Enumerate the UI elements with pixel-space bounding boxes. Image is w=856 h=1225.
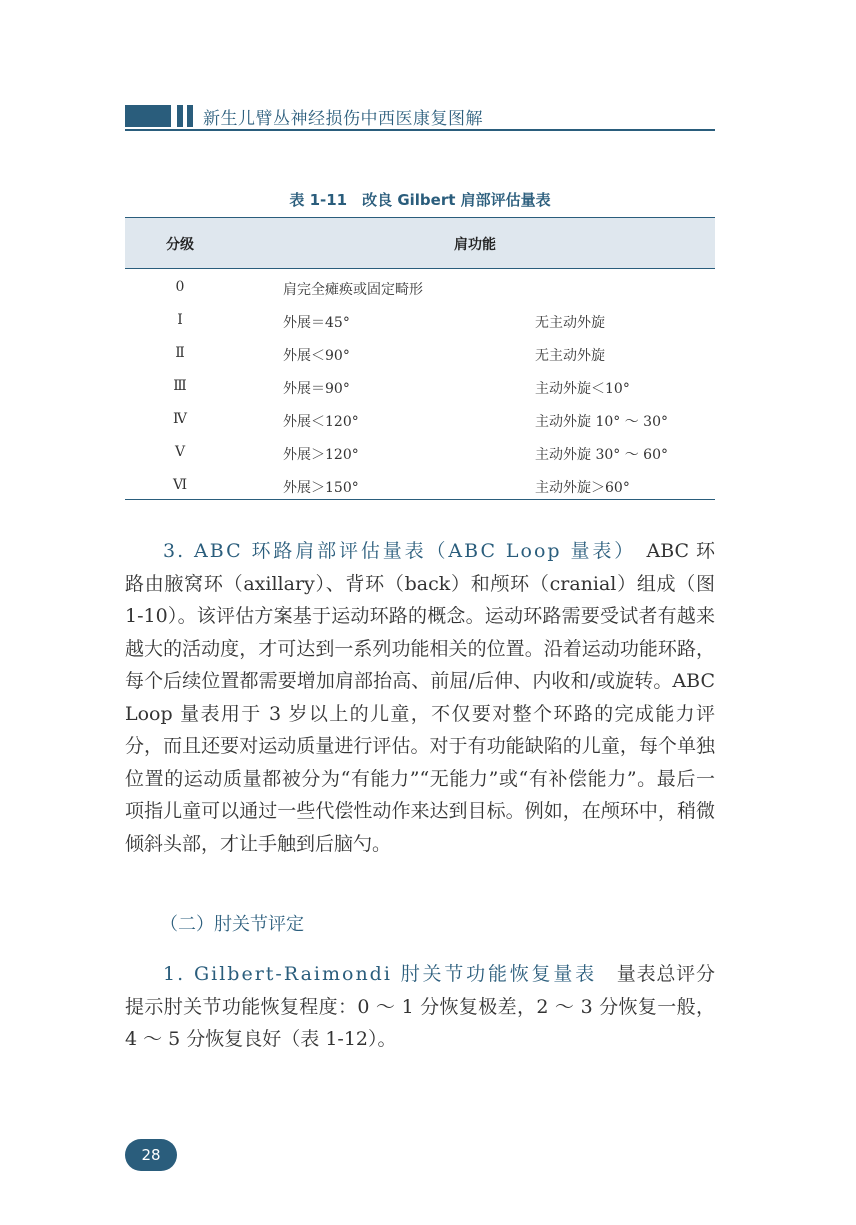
table-row — [125, 338, 715, 371]
cell-grade: Ⅲ — [173, 378, 187, 394]
cell-abduction: 肩完全瘫痪或固定畸形 — [283, 282, 423, 298]
paragraph-body: 量表总评分提示肘关节功能恢复程度：0 ～ 1 分恢复极差，2 ～ 3 分恢复一般，4 ～ 5 分恢复良好（表 1-12）。 — [125, 963, 715, 1050]
book-title: 新生儿臂丛神经损伤中西医康复图解 — [203, 109, 483, 129]
cell-abduction: 外展＞120° — [283, 447, 359, 463]
table-row — [125, 272, 715, 305]
cell-abduction: 外展＝90° — [283, 381, 350, 397]
gilbert-table — [125, 217, 715, 500]
paragraph-heading: 3. ABC 环路肩部评估量表（ABC Loop 量表） — [163, 540, 627, 562]
table-row — [125, 437, 715, 470]
running-header — [125, 103, 715, 130]
table-row — [125, 404, 715, 437]
cell-rotation: 主动外旋 10° ～ 30° — [535, 414, 668, 430]
cell-grade: Ⅱ — [175, 345, 185, 361]
paragraph-gilbert-raimondi — [125, 958, 715, 1056]
header-rule — [125, 129, 715, 131]
cell-abduction: 外展＜120° — [283, 414, 359, 430]
table-caption: 表 1-11 改良 Gilbert 肩部评估量表 — [289, 191, 551, 209]
header-decor-bar — [125, 105, 171, 127]
cell-rotation: 主动外旋＜10° — [535, 381, 630, 397]
cell-grade: Ⅰ — [177, 312, 183, 328]
table-header — [125, 217, 715, 269]
cell-grade: Ⅳ — [173, 411, 187, 427]
page-number: 28 — [125, 1139, 177, 1171]
paragraph-heading: 1. Gilbert-Raimondi 肘关节功能恢复量表 — [163, 963, 597, 985]
table-row — [125, 305, 715, 338]
table-row — [125, 470, 715, 503]
section-heading: （二）肘关节评定 — [160, 914, 304, 935]
header-decor-bar — [177, 105, 183, 127]
cell-grade: Ⅵ — [172, 477, 188, 493]
header-function: 肩功能 — [454, 237, 496, 253]
cell-grade: 0 — [175, 279, 185, 295]
cell-abduction: 外展＞150° — [283, 480, 359, 496]
table-row — [125, 371, 715, 404]
cell-rotation: 主动外旋＞60° — [535, 480, 630, 496]
table-body — [125, 269, 715, 500]
cell-rotation: 无主动外旋 — [535, 315, 605, 331]
cell-abduction: 外展＝45° — [283, 315, 350, 331]
cell-rotation: 无主动外旋 — [535, 348, 605, 364]
cell-rotation: 主动外旋 30° ～ 60° — [535, 447, 668, 463]
cell-abduction: 外展＜90° — [283, 348, 350, 364]
header-grade: 分级 — [166, 237, 194, 253]
paragraph-abc-loop — [125, 535, 715, 860]
header-decor-bar — [187, 105, 193, 127]
paragraph-body: ABC 环路由腋窝环（axillary）、背环（back）和颅环（cranial）组成（图 1-10）。该评估方案基于运动环路的概念。运动环路需要受试者有越来越大的活动度，才可达到一系列功能相关的位置。沿着运动功能环路，每个后续位置都需要增加肩部抬高、前屈/后伸、内收和/或旋转。ABC Loop 量表用于 3 岁以上的儿童，不仅要对整个环路的完成能力评分，而且还要对运动质量进行评估。对于有功能缺陷的儿童，每个单独位置的运动质量都被分为“有能力”“无能力”或“有补偿能力”。最后一项指儿童可以通过一些代偿性动作来达到目标。例如，在颅环中，稍微倾斜头部，才让手触到后脑勺。 — [125, 540, 715, 855]
cell-grade: Ⅴ — [174, 444, 186, 460]
